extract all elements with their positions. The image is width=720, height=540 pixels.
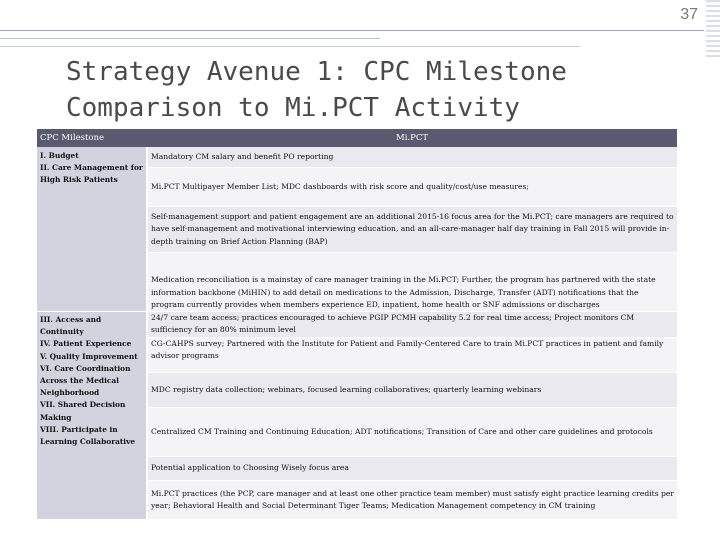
activity-text: Self-management support and patient engagement are an additional 2015-16 focus area for the Mi.PCT; care managers are required to have self-management and motivational interviewing education, and an all-care-manager half day training in Fall 2015 will provide in-depth training on Brief Action Planning (BAP): [151, 212, 674, 246]
activity-cell: [147, 253, 677, 312]
activity-text: Potential application to Choosing Wisely focus area: [151, 463, 349, 473]
activity-text: Mi.PCT practices (the PCP, care manager and at least one other practice team member) must satisfy eight practice learning credits per year; Behavioral Health and Social Determinant Tiger Teams; Medication Management competency in CM training: [151, 488, 674, 510]
milestone-item: II. Care Management for High Risk Patients: [40, 163, 143, 185]
milestone-comparison-table: [37, 129, 677, 520]
decorative-rule: [0, 30, 704, 31]
slide-title-line: Strategy Avenue 1: CPC Milestone: [66, 57, 567, 87]
activity-text: Mandatory CM salary and benefit PO reporting: [151, 151, 334, 161]
milestone-item: V. Quality Improvement: [40, 351, 138, 361]
activity-cell: [147, 408, 677, 457]
activity-text: 24/7 care team access; practices encouraged to achieve PGIP PCMH capability 5.2 for real time access; Project monitors CM sufficiency for an 80% minimum level: [151, 313, 635, 335]
decorative-stripes: [706, 0, 720, 60]
slide-number: 37: [680, 6, 698, 23]
header-cpc-milestone: CPC Milestone: [37, 129, 147, 147]
milestone-item: III. Access and Continuity: [40, 315, 102, 337]
milestone-item: VIII. Participate in Learning Collaborative: [40, 424, 136, 447]
milestone-item: I. Budget: [40, 151, 79, 160]
slide-title: [66, 54, 567, 126]
decorative-rule: [0, 46, 580, 47]
activity-cell: [147, 312, 677, 338]
decorative-rule: [0, 38, 380, 39]
activity-cell: [147, 168, 677, 207]
milestone-item: IV. Patient Experience: [40, 339, 132, 349]
table-row: [37, 312, 677, 338]
activity-text: Medication reconciliation is a mainstay of care manager training in the Mi.PCT; Further, the program has partnered with the state information backbone (MiHIN) to add detail on medications to the Admission, Discharge, Transfer (ADT) notifications that the program currently provides when members experience ED, inpatient, home health or SNF admissions or discharges: [151, 275, 656, 309]
slide-title-line: Comparison to Mi.PCT Activity: [66, 93, 520, 123]
header-mipct: Mi.PCT: [147, 129, 677, 147]
activity-text: MDC registry data collection; webinars, focused learning collaboratives; quarterly learning webinars: [151, 384, 542, 394]
table-row: [37, 147, 677, 168]
activity-text: Centralized CM Training and Continuing Education; ADT notifications; Transition of Care and other care guidelines and protocols: [151, 426, 653, 436]
activity-cell: [147, 373, 677, 408]
activity-cell: [147, 457, 677, 481]
activity-text: CG-CAHPS survey; Partnered with the Institute for Patient and Family-Centered Care to train Mi.PCT practices in patient and family advisor programs: [151, 339, 664, 361]
activity-cell: [147, 481, 677, 520]
milestone-item: VII. Shared Decision Making: [40, 400, 126, 422]
activity-text: Mi.PCT Multipayer Member List; MDC dashboards with risk score and quality/cost/use measures;: [151, 181, 529, 191]
milestone-item: VI. Care Coordination Across the Medical Neighborhood: [40, 363, 131, 398]
milestone-cell: [37, 312, 147, 520]
milestone-cell: [37, 147, 147, 312]
activity-cell: [147, 207, 677, 253]
activity-cell: [147, 147, 677, 168]
activity-cell: [147, 338, 677, 373]
table-header-row: [37, 129, 677, 147]
